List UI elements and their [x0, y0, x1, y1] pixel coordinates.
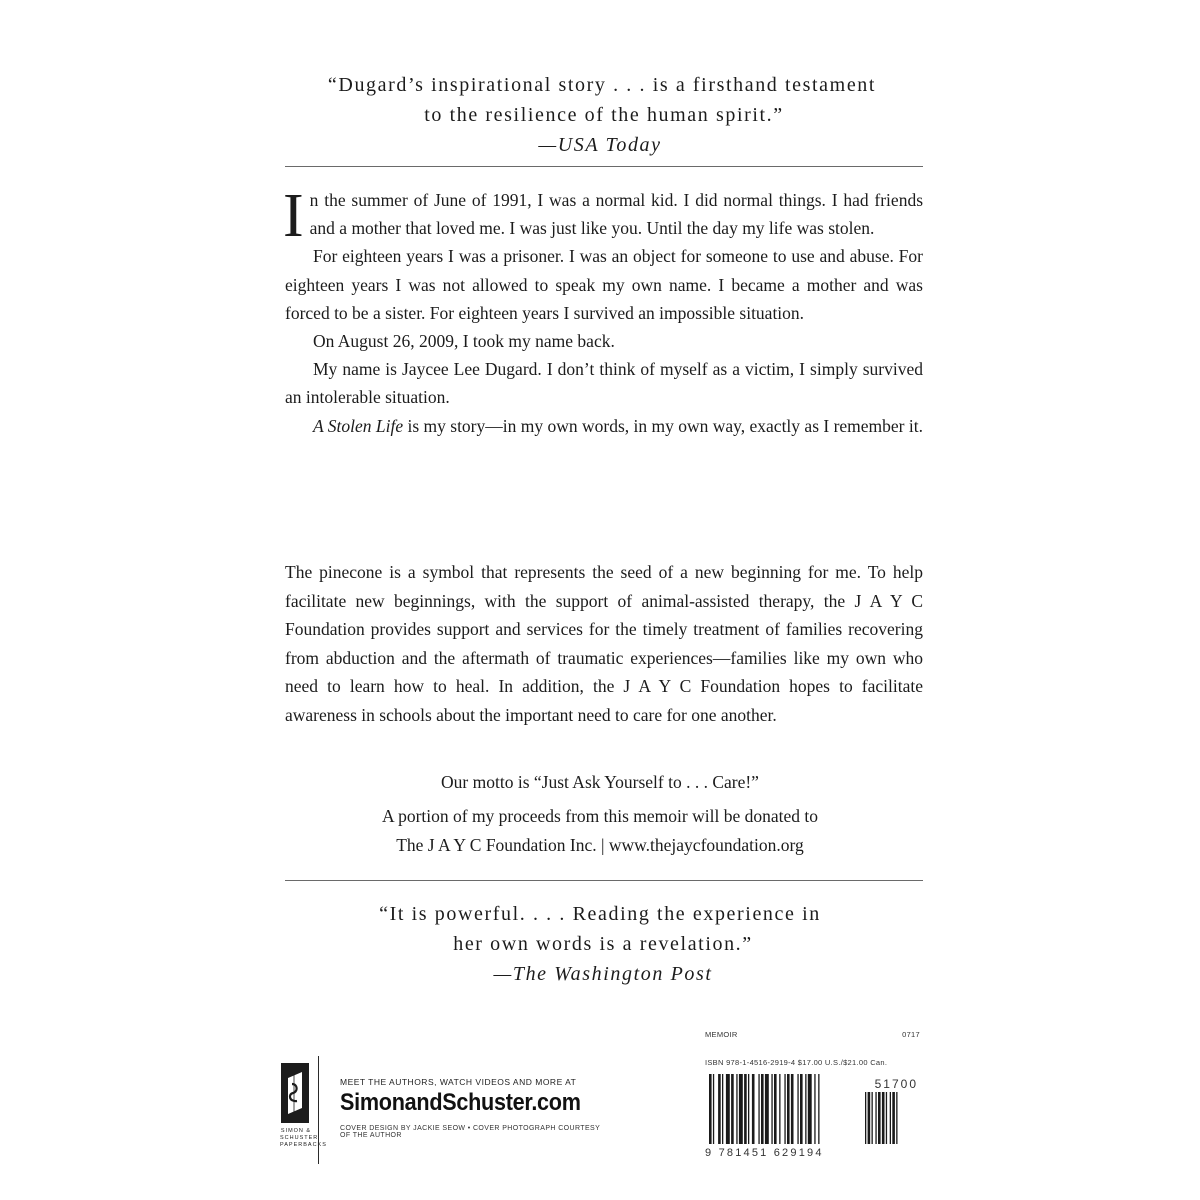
story-paragraph-5: A Stolen Life is my story—in my own words, in my own way, exactly as I remember it.	[313, 415, 923, 436]
proceeds-line-2: The J A Y C Foundation Inc. | www.thejaycfoundation.org	[396, 835, 804, 855]
top-quote-attribution: —USA Today	[538, 134, 662, 156]
barcode-category: MEMOIR	[705, 1030, 738, 1039]
imprint-name: SIMON & SCHUSTER PAPERBACKS	[280, 1128, 327, 1148]
foundation-paragraph: The pinecone is a symbol that represents the seed of a new beginning for me. To help facilitate new beginnings, with the support of animal-assisted therapy, the J A Y C Foundation provides support and services for the timely treatment of families recovering from abduction and the aftermath of traumatic experiences—families like my own who need to learn how to heal. In addition, the J A Y C Foundation hopes to facilitate awareness in schools about the important need to care for one another.	[285, 562, 923, 725]
foundation-motto: Our motto is “Just Ask Yourself to . . . Care!”	[441, 772, 759, 792]
bottom-quote-attribution: —The Washington Post	[493, 963, 713, 985]
simon-schuster-logo-icon	[280, 1062, 310, 1137]
bottom-quote-line-1: “It is powerful. . . . Reading the experience in	[379, 903, 821, 925]
barcode-isbn-price: ISBN 978-1-4516-2919-4 $17.00 U.S./$21.00 Can.	[705, 1058, 888, 1067]
bottom-review-quote	[0, 899, 1200, 989]
publisher-divider	[318, 1056, 319, 1164]
story-paragraph-4: My name is Jaycee Lee Dugard. I don’t think of myself as a victim, I simply survived an intolerable situation.	[285, 359, 923, 408]
foundation-text	[285, 558, 923, 730]
top-quote-line-2: to the resilience of the human spirit.”	[424, 104, 784, 126]
barcode	[705, 1074, 920, 1146]
drop-cap: I	[283, 182, 304, 250]
barcode-ean-digits: 9 781451 629194	[705, 1147, 824, 1159]
story-paragraph-1: In the summer of June of 1991, I was a normal kid. I did normal things. I had friends and a mother that loved me. I was just like you. Until the day my life was stolen.	[283, 182, 923, 250]
proceeds-line-1: A portion of my proceeds from this memoir will be donated to	[382, 806, 818, 826]
barcode-price-code: 51700	[874, 1077, 918, 1091]
divider-2	[285, 880, 923, 881]
story-text	[283, 182, 923, 440]
cover-credits: COVER DESIGN BY JACKIE SEOW • COVER PHOTOGRAPH COURTESY OF THE AUTHOR	[340, 1125, 601, 1139]
story-paragraph-3: On August 26, 2009, I took my name back.	[313, 331, 615, 352]
book-title: A Stolen Life	[313, 415, 404, 436]
publisher-tagline: MEET THE AUTHORS, WATCH VIDEOS AND MORE AT	[340, 1077, 577, 1087]
barcode-code: 0717	[902, 1030, 920, 1039]
publisher-block	[280, 1056, 610, 1166]
bottom-quote-line-2: her own words is a revelation.”	[453, 933, 753, 955]
divider-1	[285, 166, 923, 167]
barcode-block	[705, 1030, 920, 1160]
story-paragraph-2: For eighteen years I was a prisoner. I was an object for someone to use and abuse. For eighteen years I was not allowed to speak my own name. I became a mother and was forced to be a sister. For eighteen years I survived an impossible situation.	[285, 246, 923, 323]
top-quote-line-1: “Dugard’s inspirational story . . . is a firsthand testament	[327, 74, 877, 96]
publisher-website[interactable]: SimonandSchuster.com	[340, 1089, 581, 1116]
top-review-quote	[0, 70, 1200, 160]
